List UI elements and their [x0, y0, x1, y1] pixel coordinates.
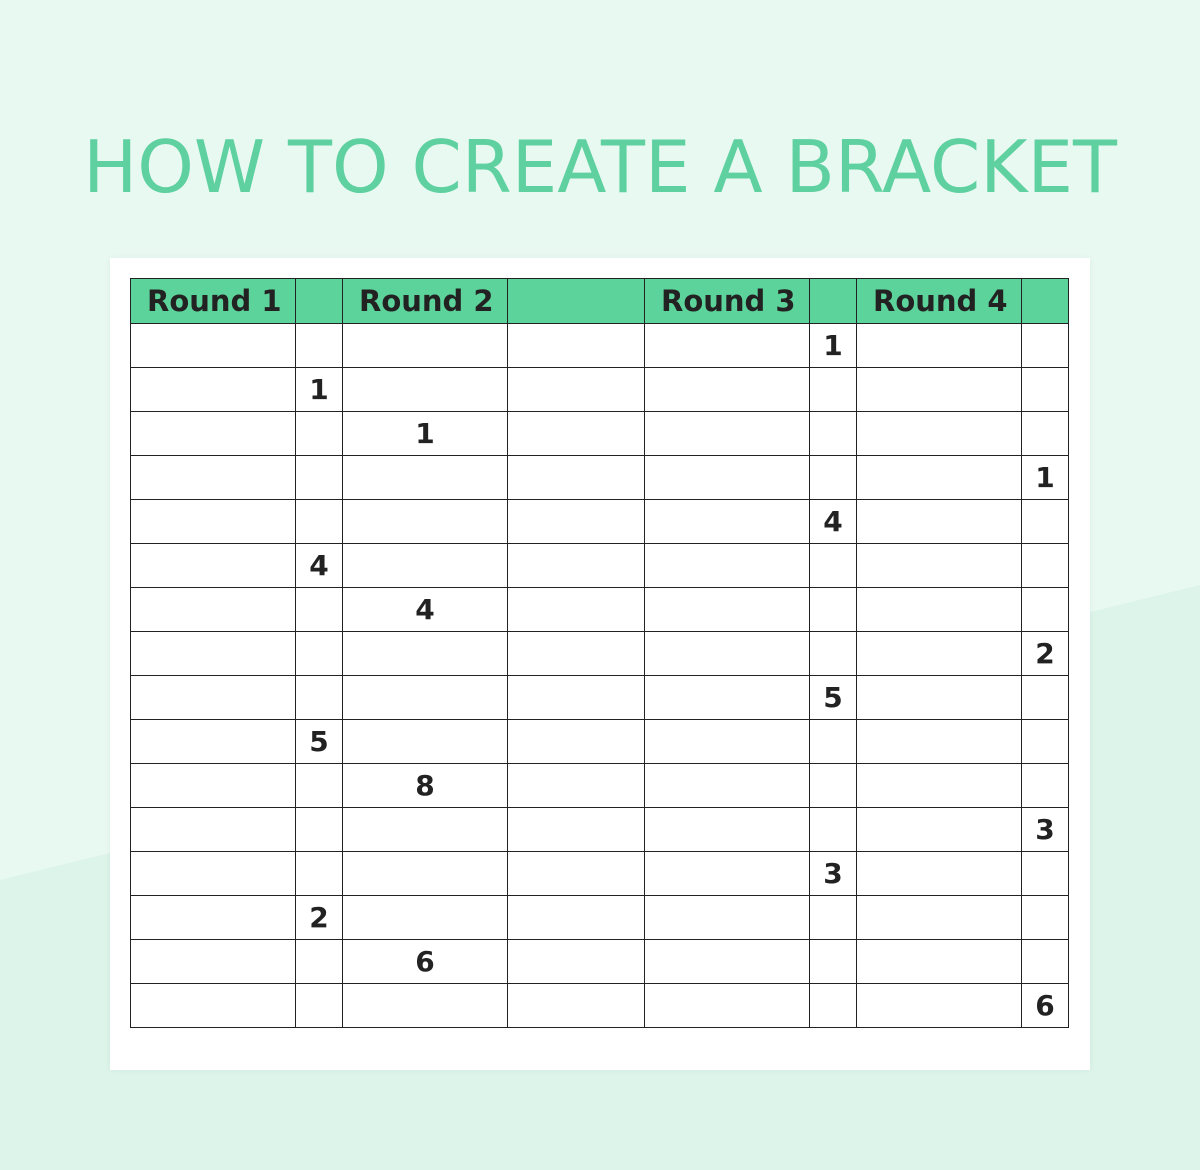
table-cell[interactable] — [645, 412, 810, 456]
header-cell[interactable] — [296, 279, 343, 324]
table-cell[interactable] — [343, 544, 508, 588]
table-cell[interactable] — [857, 368, 1022, 412]
table-cell[interactable] — [131, 632, 296, 676]
table-cell[interactable] — [1022, 676, 1069, 720]
table-cell[interactable] — [131, 544, 296, 588]
table-cell[interactable] — [343, 632, 508, 676]
table-row — [131, 588, 1069, 632]
table-cell[interactable] — [296, 808, 343, 852]
table-cell[interactable] — [857, 500, 1022, 544]
header-round-3[interactable]: Round 3 — [645, 279, 810, 324]
table-cell[interactable] — [810, 808, 857, 852]
bracket-table — [130, 278, 1069, 1028]
table-cell[interactable] — [343, 676, 508, 720]
table-cell[interactable] — [296, 412, 343, 456]
table-cell[interactable] — [508, 324, 645, 368]
table-cell[interactable] — [1022, 852, 1069, 896]
table-cell[interactable] — [131, 940, 296, 984]
table-cell[interactable] — [508, 720, 645, 764]
table-cell[interactable] — [857, 852, 1022, 896]
table-cell[interactable] — [343, 368, 508, 412]
table-cell[interactable] — [296, 632, 343, 676]
table-cell[interactable] — [343, 324, 508, 368]
table-cell[interactable] — [343, 500, 508, 544]
table-cell[interactable] — [857, 456, 1022, 500]
table-row — [131, 368, 1069, 412]
page-title: HOW TO CREATE A BRACKET — [83, 125, 1117, 209]
table-cell[interactable] — [131, 764, 296, 808]
table-row — [131, 456, 1069, 500]
table-cell[interactable] — [508, 632, 645, 676]
bracket-body — [131, 324, 1069, 1028]
table-cell[interactable] — [857, 676, 1022, 720]
table-cell[interactable] — [857, 632, 1022, 676]
header-cell[interactable] — [508, 279, 645, 324]
table-row — [131, 940, 1069, 984]
table-cell[interactable] — [645, 456, 810, 500]
header-row — [131, 279, 1069, 324]
table-cell[interactable] — [508, 896, 645, 940]
table-cell[interactable]: 8 — [343, 764, 508, 808]
table-cell[interactable] — [508, 984, 645, 1028]
table-cell[interactable] — [645, 808, 810, 852]
table-cell[interactable] — [1022, 324, 1069, 368]
table-cell[interactable] — [857, 588, 1022, 632]
table-cell[interactable] — [508, 764, 645, 808]
table-row — [131, 676, 1069, 720]
table-cell[interactable] — [1022, 940, 1069, 984]
table-cell[interactable] — [131, 588, 296, 632]
table-cell[interactable]: 4 — [296, 544, 343, 588]
table-cell[interactable] — [1022, 544, 1069, 588]
table-cell[interactable] — [857, 412, 1022, 456]
table-cell[interactable] — [810, 368, 857, 412]
table-cell[interactable] — [508, 940, 645, 984]
header-cell[interactable] — [810, 279, 857, 324]
table-cell[interactable] — [508, 456, 645, 500]
table-cell[interactable] — [296, 852, 343, 896]
table-cell[interactable]: 1 — [296, 368, 343, 412]
table-cell[interactable] — [810, 764, 857, 808]
table-cell[interactable] — [645, 940, 810, 984]
table-cell[interactable] — [508, 808, 645, 852]
table-cell[interactable] — [131, 896, 296, 940]
table-cell[interactable] — [645, 852, 810, 896]
header-cell[interactable] — [1022, 279, 1069, 324]
table-row — [131, 808, 1069, 852]
table-cell[interactable] — [296, 500, 343, 544]
table-cell[interactable] — [857, 324, 1022, 368]
table-cell[interactable] — [296, 940, 343, 984]
table-cell[interactable] — [131, 324, 296, 368]
table-cell[interactable] — [131, 984, 296, 1028]
table-cell[interactable] — [810, 940, 857, 984]
table-cell[interactable]: 2 — [1022, 632, 1069, 676]
table-cell[interactable] — [857, 808, 1022, 852]
table-row — [131, 544, 1069, 588]
table-cell[interactable] — [857, 544, 1022, 588]
header-round-1[interactable]: Round 1 — [131, 279, 296, 324]
table-cell[interactable] — [508, 852, 645, 896]
table-cell[interactable] — [296, 676, 343, 720]
table-cell[interactable] — [645, 984, 810, 1028]
table-cell[interactable]: 3 — [1022, 808, 1069, 852]
table-cell[interactable] — [296, 764, 343, 808]
table-cell[interactable]: 5 — [296, 720, 343, 764]
table-cell[interactable] — [810, 412, 857, 456]
table-cell[interactable] — [645, 588, 810, 632]
table-cell[interactable]: 1 — [810, 324, 857, 368]
table-cell[interactable] — [810, 984, 857, 1028]
table-cell[interactable] — [645, 368, 810, 412]
spreadsheet-panel — [110, 258, 1090, 1070]
table-cell[interactable] — [508, 368, 645, 412]
table-cell[interactable] — [810, 456, 857, 500]
table-cell[interactable] — [343, 852, 508, 896]
table-cell[interactable]: 5 — [810, 676, 857, 720]
table-row — [131, 412, 1069, 456]
table-cell[interactable] — [343, 720, 508, 764]
table-cell[interactable] — [857, 940, 1022, 984]
table-cell[interactable] — [857, 720, 1022, 764]
table-cell[interactable] — [810, 588, 857, 632]
table-cell[interactable]: 6 — [343, 940, 508, 984]
table-cell[interactable] — [508, 676, 645, 720]
table-row — [131, 852, 1069, 896]
table-cell[interactable] — [131, 808, 296, 852]
table-cell[interactable]: 4 — [810, 500, 857, 544]
table-cell[interactable] — [810, 632, 857, 676]
table-cell[interactable]: 4 — [343, 588, 508, 632]
table-row — [131, 500, 1069, 544]
table-cell[interactable] — [131, 852, 296, 896]
table-cell[interactable]: 2 — [296, 896, 343, 940]
table-cell[interactable] — [645, 500, 810, 544]
table-cell[interactable] — [1022, 720, 1069, 764]
table-cell[interactable] — [1022, 500, 1069, 544]
table-cell[interactable] — [343, 896, 508, 940]
table-cell[interactable] — [810, 896, 857, 940]
table-cell[interactable] — [508, 544, 645, 588]
header-round-4[interactable]: Round 4 — [857, 279, 1022, 324]
header-round-2[interactable]: Round 2 — [343, 279, 508, 324]
table-cell[interactable] — [810, 544, 857, 588]
table-cell[interactable] — [131, 720, 296, 764]
table-cell[interactable] — [296, 324, 343, 368]
table-cell[interactable] — [857, 896, 1022, 940]
table-cell[interactable] — [296, 984, 343, 1028]
table-cell[interactable] — [343, 984, 508, 1028]
table-cell[interactable] — [645, 720, 810, 764]
table-cell[interactable] — [857, 764, 1022, 808]
table-cell[interactable] — [645, 544, 810, 588]
table-cell[interactable] — [131, 676, 296, 720]
table-cell[interactable] — [1022, 588, 1069, 632]
table-cell[interactable] — [296, 588, 343, 632]
table-cell[interactable] — [1022, 368, 1069, 412]
table-cell[interactable]: 1 — [343, 412, 508, 456]
table-cell[interactable] — [810, 720, 857, 764]
table-cell[interactable] — [857, 984, 1022, 1028]
table-cell[interactable] — [131, 412, 296, 456]
table-cell[interactable] — [508, 500, 645, 544]
table-cell[interactable]: 3 — [810, 852, 857, 896]
table-cell[interactable] — [645, 896, 810, 940]
table-cell[interactable] — [508, 412, 645, 456]
table-cell[interactable] — [343, 456, 508, 500]
table-row — [131, 324, 1069, 368]
table-row — [131, 896, 1069, 940]
table-cell[interactable] — [645, 632, 810, 676]
table-row — [131, 764, 1069, 808]
table-cell[interactable] — [508, 588, 645, 632]
table-row — [131, 984, 1069, 1028]
table-cell[interactable] — [645, 676, 810, 720]
table-cell[interactable]: 1 — [1022, 456, 1069, 500]
table-cell[interactable]: 6 — [1022, 984, 1069, 1028]
table-cell[interactable] — [645, 324, 810, 368]
table-cell[interactable] — [296, 456, 343, 500]
table-cell[interactable] — [645, 764, 810, 808]
table-row — [131, 632, 1069, 676]
table-cell[interactable] — [1022, 764, 1069, 808]
table-cell[interactable] — [1022, 896, 1069, 940]
table-cell[interactable] — [343, 808, 508, 852]
table-cell[interactable] — [131, 500, 296, 544]
table-row — [131, 720, 1069, 764]
table-cell[interactable] — [131, 456, 296, 500]
table-cell[interactable] — [1022, 412, 1069, 456]
table-cell[interactable] — [131, 368, 296, 412]
